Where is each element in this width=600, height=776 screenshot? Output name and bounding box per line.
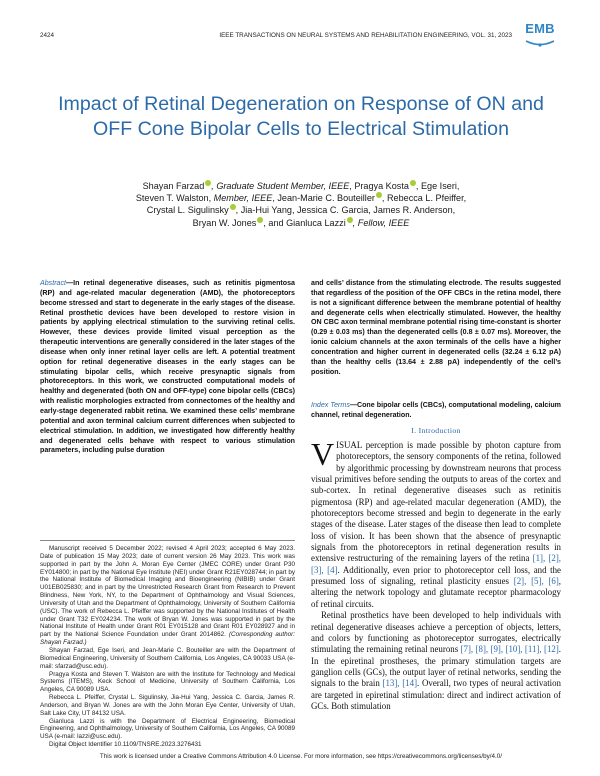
citation-link[interactable]: [13], [14]	[382, 678, 418, 689]
author-affil: Member, IEEE	[213, 193, 273, 204]
doi: Digital Object Identifier 10.1109/TNSRE.2023.3276431	[49, 741, 202, 749]
journal-header: IEEE TRANSACTIONS ON NEURAL SYSTEMS AND REHABILITATION ENGINEERING, VOL. 31, 2023	[219, 32, 512, 39]
author-list	[40, 180, 562, 229]
author-farzad: Shayan Farzad	[142, 181, 205, 191]
author-line-3	[40, 204, 562, 216]
footnote-affiliation: Rebecca L. Pfeiffer, Crystal L. Sigulinsky, Jia-Hui Yang, Jessica C. Garcia, James R. Anderson, and Bryan W. Jones are with the John Moran Eye Center, University of Utah, Salt Lake City, UT 84132 USA.	[40, 694, 295, 717]
paragraph-text: Retinal prosthetics have been developed to help individuals with retinal degenerative diseases achieve a perception of objects, letters, and colors by functioning as photoreceptor surrogates, electrically stimulating the remaining retinal neurons	[311, 610, 561, 655]
author-affil: , Graduate Student Member, IEEE	[211, 181, 350, 191]
footnote-manuscript	[40, 545, 295, 647]
footnote-affiliation: Gianluca Lazzi is with the Department of Electrical Engineering, Biomedical Engineering, and Ophthalmology, University of Southern California, Los Angeles, CA 90089 USA (e-mail: lazzi@usc.edu).	[40, 717, 295, 741]
footnote-text: Manuscript received 5 December 2022; revised 4 April 2023; accepted 6 May 2023. Date of publication 15 May 2023; date of current version 26 May 2023. This work was supported in part by the John A. Moran Eye Center (JMEC CORE) under Grant P30 EY014800; in part by the National Eye Institute (NEI) under Grant R21EY028744; in part by the National Institute of Biomedical Imaging and Bioengineering (NIBIB) under Grant U01EB025830; and in part by the Unrestricted Research Grant from Research to Prevent Blindness, New York, NY, to the Department of Ophthalmology and Visual Sciences, University of Utah and the Department of Ophthalmology, University of Southern California (USC). The work of Rebecca L. Pfeiffer was supported by the National Institutes of Health under Grant T32 EY024234. The work of Bryan W. Jones was supported in part by the National Institute of Health under Grant R01 EY015128 and Grant R01 EY028927 and in part by the National Science Foundation under Grant 2014862.	[40, 545, 295, 639]
author-jones: Bryan W. Jones	[192, 217, 257, 228]
paragraph-text: . Overall, two types of neural activation are targeted in epiretinal stimulation: direct and indirect activation of GCs. Both stimulation	[311, 678, 561, 711]
author-pfeiffer: , Rebecca L. Pfeiffer,	[381, 193, 467, 204]
section-heading: I. Introduction	[411, 426, 461, 435]
footnote-divider	[40, 540, 295, 541]
footnote-affiliation: Shayan Farzad, Ege Iseri, and Jean-Marie C. Bouteiller are with the Department of Biomedical Engineering, University of Southern California, Los Angeles, CA 90033 USA (e-mail: sfarzad@usc.edu).	[40, 646, 295, 670]
author-others: , Jia-Hui Yang, Jessica C. Garcia, James R. Anderson,	[235, 205, 456, 216]
abstract-right: and cells’ distance from the stimulating electrode. The results suggested that regardless of the position of the OFF CBCs in the retina model, there is not a significant difference between the membrane potential of healthy and degenerate cells when electrically stimulated. However, the healthy ON CBC axon terminal membrane potential rising time-constant is shorter (0.29 ± 0.03 ms) than the degenerated cells (0.8 ± 0.07 ms). Moreover, the ionic calcium channels at the axon terminals of the cells have a higher concentration and higher current in degenerated cells (32.24 ± 6.12 pA) than the healthy cells (13.64 ± 2.88 pA) independently of the cell’s position.	[311, 279, 561, 376]
abstract-text-left: —In retinal degenerative diseases, such as retinitis pigmentosa (RP) and age-related macular degeneration (AMD), the photoreceptors become stressed and start to degenerate in the early stages of the disease. Retinal prosthetic devices have been developed to restore vision in patients by applying electrical stimulation to the surviving retinal cells. However, these devices provide limited visual perception as the therapeutic interventions are generally considered in the later stages of the disease when only inner retinal layer cells are left. A potential treatment option for retinal degenerative diseases in the early stages can be stimulating bipolar cells, which receive presynaptic signals from photoreceptors. In this work, we constructed computational models of healthy and degenerated (both ON and OFF-type) cone bipolar cells (CBCs) with realistic morphologies extracted from connectomes of the healthy and early-stage degenerated rabbit retina. We examined these cells’ membrane potential and axon terminal calcium current differences when subjected to electrical stimulation. In addition, we investigated how differently healthy and degenerated cells behave with respect to various stimulation parameters, including pulse duration	[40, 279, 295, 455]
abstract-label: Abstract	[40, 279, 67, 287]
emb-logo-text: EMB	[525, 21, 555, 36]
license-footer: This work is licensed under a Creative Commons Attribution 4.0 License. For more information, see https://creativecommons.org/licenses/by/4.0/	[99, 753, 503, 760]
intro-body	[311, 436, 562, 712]
author-bouteiller: , Jean-Marie C. Bouteiller	[272, 193, 375, 204]
paragraph-text: . In the epiretinal prostheses, the primary stimulation targets are ganglion cells (GCs), the output layer of retinal networks, sending the signals to the brain	[311, 644, 562, 689]
corresponding-author: (Corresponding author: Shayan Farzad.)	[40, 631, 295, 647]
author-kosta: , Pragya Kosta	[349, 181, 409, 191]
paragraph-text: ISUAL perception is made possible by photon capture from photoreceptors, the sensory components of the retina, followed by algorithmic processing by downstream neurons that process visual primitives before sending the outputs to areas of the cortex and sub-cortex. In retinal degenerative diseases such as retinitis pigmentosa (RP) and age-related macular degeneration (AMD), the photoreceptors become stressed and begin to degenerate in the early stages of the disease. Later stages of the disease then lead to complete loss of vision. It has been shown that the absence of presynaptic signals from the photoreceptors in retinal degeneration results in extensive restructuring of the remaining layers of the retina	[311, 440, 561, 564]
citation-link[interactable]: [1], [2], [3], [4]	[311, 553, 561, 575]
intro-paragraph-1	[311, 436, 561, 610]
index-terms-text: —Cone bipolar cells (CBCs), computational modeling, calcium channel, retinal degeneration.	[311, 401, 561, 419]
author-line-2	[40, 192, 562, 204]
author-iseri: , Ege Iseri,	[415, 181, 460, 191]
author-lazzi: , and Gianluca Lazzi	[263, 217, 346, 228]
author-sigulinsky: Crystal L. Sigulinsky	[146, 205, 229, 216]
author-line-4	[40, 217, 562, 229]
emb-logo	[518, 22, 562, 50]
paragraph-text: , altering the network topology and glutamate receptor pharmacology of retinal circuits.	[311, 576, 561, 609]
citation-link[interactable]: [2], [5], [6]	[513, 576, 559, 587]
author-walston: Steven T. Walston,	[135, 193, 214, 204]
abstract-left	[40, 279, 295, 456]
page-number: 2424	[40, 32, 55, 39]
author-line-1	[40, 180, 562, 192]
footnote-affiliation: Pragya Kosta and Steven T. Walston are with the Institute for Technology and Medical Systems (ITEMS), Keck School of Medicine, University of Southern California, Los Angeles, CA 90089 USA.	[40, 670, 295, 694]
footnotes	[40, 545, 295, 749]
drop-cap: V	[311, 436, 335, 472]
paragraph-text: . Additionally, even prior to photoreceptor cell loss, and the presumed loss of signaling, retinal plasticity ensues	[311, 564, 561, 587]
index-terms-label: Index Terms	[311, 401, 350, 409]
intro-paragraph-2	[311, 610, 561, 712]
citation-link[interactable]: [7], [8], [9], [10], [11], [12]	[460, 644, 559, 655]
author-affil: , Fellow, IEEE	[352, 217, 410, 228]
index-terms	[311, 401, 561, 421]
emb-logo-mark-icon	[518, 39, 562, 49]
paper-title: Impact of Retinal Degeneration on Response of ON and OFF Cone Bipolar Cells to Electrical Stimulation	[58, 93, 544, 140]
